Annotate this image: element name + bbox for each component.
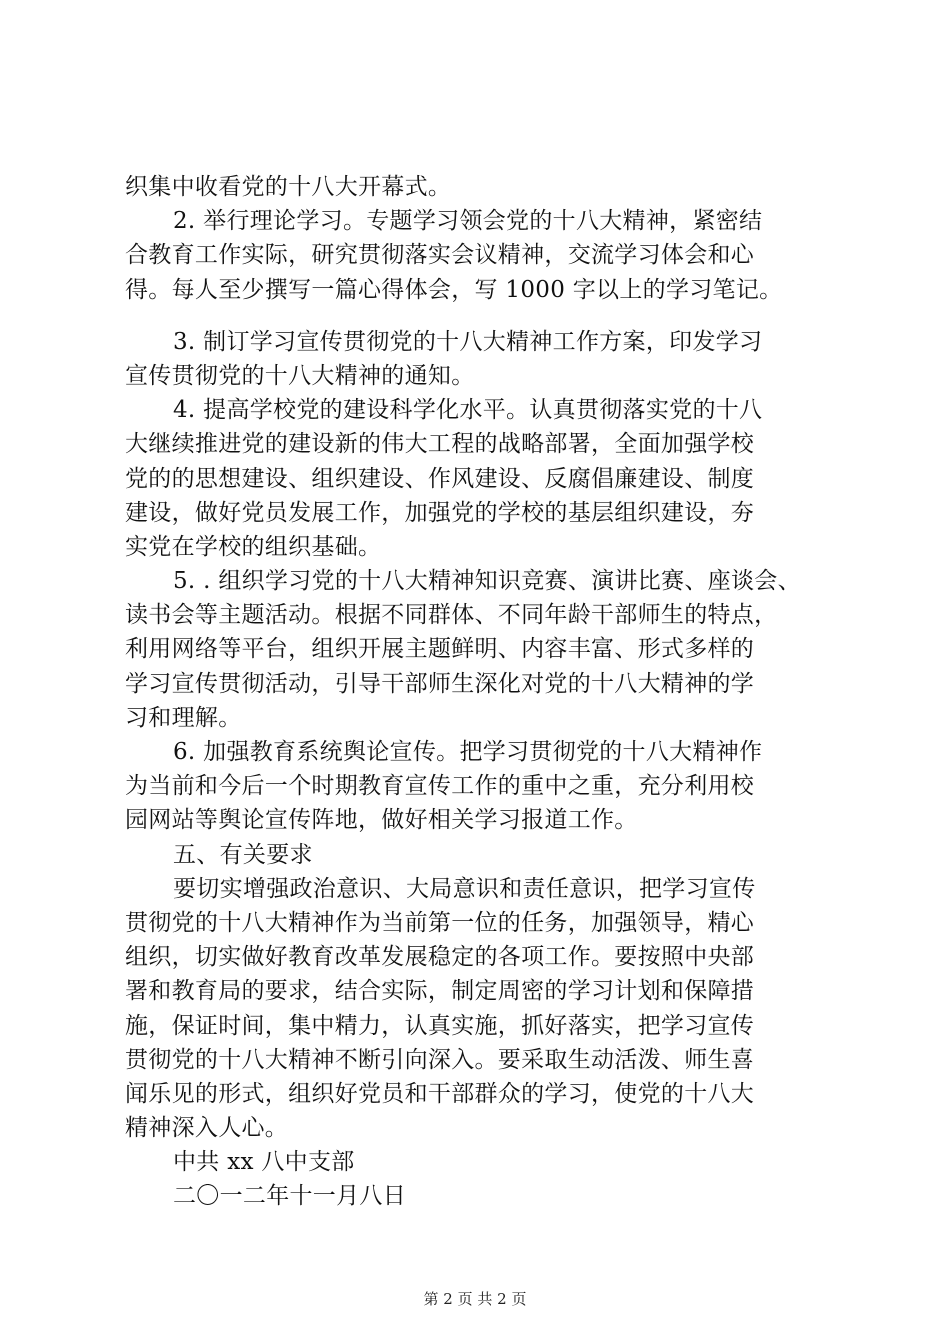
text-line: 5. . 组织学习党的十八大精神知识竞赛、演讲比赛、座谈会、 [173,568,801,595]
text-line: 大继续推进党的建设新的伟大工程的战略部署，全面加强学校 [125,431,755,458]
text-line: 得。每人至少撰写一篇心得体会，写 1000 字以上的学习笔记。 [125,276,783,303]
text-line: 6. 加强教育系统舆论宣传。把学习贯彻党的十八大精神作 [173,739,763,765]
text-line: 要切实增强政治意识、大局意识和责任意识，把学习宣传 [173,875,756,902]
page-number-footer: 第 2 页 共 2 页 [423,1290,527,1308]
text-line: 宣传贯彻党的十八大精神的通知。 [125,362,475,389]
text-line: 读书会等主题活动。根据不同群体、不同年龄干部师生的特点， [125,602,778,629]
text-line: 利用网络等平台，组织开展主题鲜明、内容丰富、形式多样的 [125,636,755,663]
text-line: 贯彻党的十八大精神不断引向深入。要采取生动活泼、师生喜 [125,1046,755,1073]
text-line: 4. 提高学校党的建设科学化水平。认真贯彻落实党的十八 [173,397,763,424]
text-line: 织集中收看党的十八大开幕式。 [125,174,452,200]
text-line: 实党在学校的组织基础。 [125,533,382,560]
text-line: 贯彻党的十八大精神作为当前第一位的任务，加强领导，精心 [125,909,755,936]
signature-date: 二〇一二年十一月八日 [173,1183,406,1210]
text-line: 2. 举行理论学习。专题学习领会党的十八大精神，紧密结 [173,208,763,235]
text-line: 3. 制订学习宣传贯彻党的十八大精神工作方案，印发学习 [173,328,763,355]
text-line: 闻乐见的形式，组织好党员和干部群众的学习，使党的十八大 [125,1080,755,1107]
text-line: 建设，做好党员发展工作，加强党的学校的基层组织建设，夯 [125,499,755,526]
text-line: 施，保证时间，集中精力，认真实施，抓好落实，把学习宣传 [125,1012,755,1039]
text-line: 习和理解。 [125,704,242,731]
text-line: 为当前和今后一个时期教育宣传工作的重中之重，充分利用校 [125,773,755,800]
text-line: 署和教育局的要求，结合实际，制定周密的学习计划和保障措 [125,978,755,1005]
text-line: 合教育工作实际，研究贯彻落实会议精神，交流学习体会和心 [125,242,755,269]
text-line: 党的的思想建设、组织建设、作风建设、反腐倡廉建设、制度 [125,465,755,492]
text-line: 精神深入人心。 [125,1115,289,1142]
paragraph-gap [125,307,845,325]
text-line: 组织，切实做好教育改革发展稳定的各项工作。要按照中央部 [125,944,755,971]
text-line: 园网站等舆论宣传阵地，做好相关学习报道工作。 [125,807,638,834]
section-heading: 五、有关要求 [173,841,313,868]
document-body [125,170,845,1214]
text-line: 学习宣传贯彻活动，引导干部师生深化对党的十八大精神的学 [125,670,755,697]
signature-org: 中共 xx 八中支部 [173,1149,355,1176]
